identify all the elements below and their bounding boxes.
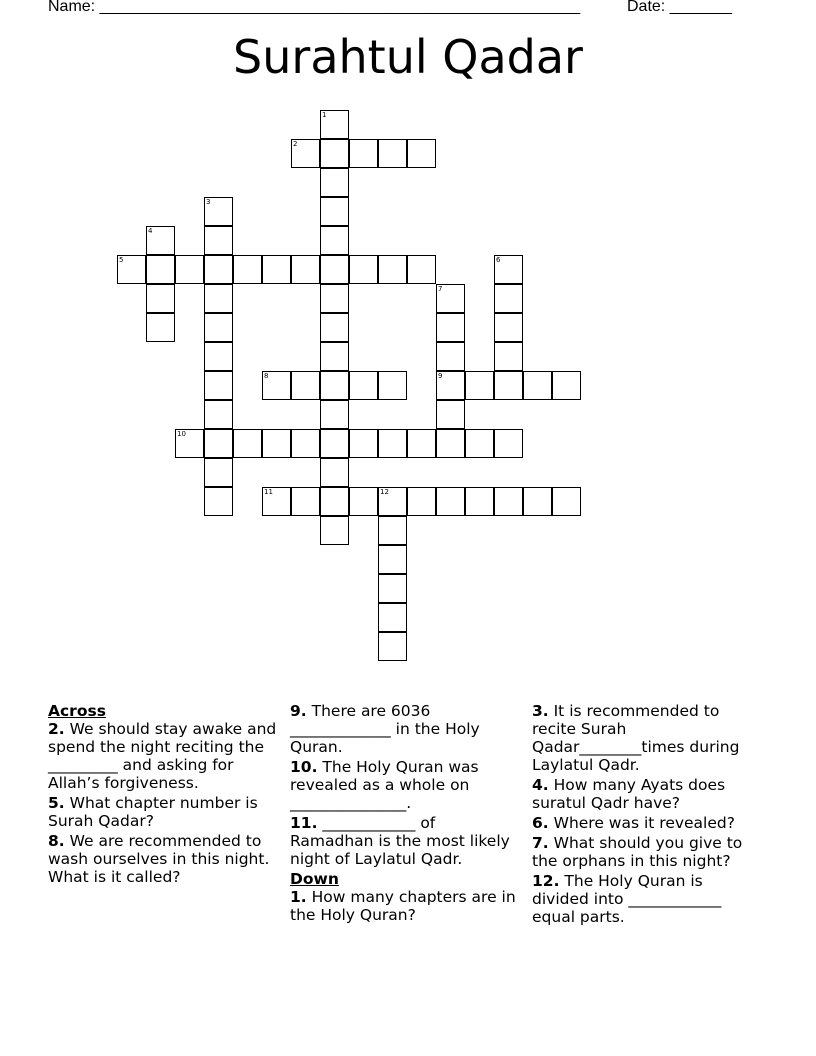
clue-number-label: 11. — [290, 814, 318, 832]
grid-cell[interactable] — [320, 168, 349, 197]
grid-cell[interactable] — [175, 429, 204, 458]
clue-number: 1 — [322, 111, 327, 119]
grid-cell[interactable] — [465, 487, 494, 516]
grid-cell[interactable] — [378, 139, 407, 168]
section-heading-down: Down — [290, 870, 339, 888]
grid-cell[interactable] — [204, 429, 233, 458]
grid-cell[interactable] — [494, 313, 523, 342]
grid-cell[interactable] — [291, 371, 320, 400]
grid-cell[interactable] — [320, 139, 349, 168]
grid-cell[interactable] — [378, 545, 407, 574]
grid-cell[interactable] — [204, 255, 233, 284]
grid-cell[interactable] — [436, 342, 465, 371]
grid-cell[interactable] — [146, 226, 175, 255]
clue-number-label: 12. — [532, 872, 560, 890]
clue-item — [290, 888, 522, 924]
clue-number: 12 — [380, 488, 389, 496]
grid-cell[interactable] — [117, 255, 146, 284]
grid-cell[interactable] — [407, 139, 436, 168]
grid-cell[interactable] — [378, 429, 407, 458]
grid-cell[interactable] — [378, 516, 407, 545]
clue-text: How many Ayats does suratul Qadr have? — [532, 776, 726, 812]
grid-cell[interactable] — [436, 487, 465, 516]
clue-item — [48, 720, 280, 792]
grid-cell[interactable] — [378, 255, 407, 284]
clue-item — [532, 702, 764, 774]
grid-cell[interactable] — [436, 400, 465, 429]
grid-cell[interactable] — [378, 371, 407, 400]
grid-cell[interactable] — [146, 255, 175, 284]
name-field-line: Name: ______________________________________________________ — [48, 0, 581, 15]
grid-cell[interactable] — [204, 342, 233, 371]
clue-number-label: 3. — [532, 702, 549, 720]
grid-cell[interactable] — [349, 429, 378, 458]
clue-text: How many chapters are in the Holy Quran? — [290, 888, 516, 924]
clue-text: We are recommended to wash ourselves in this night. What is it called? — [48, 832, 270, 886]
clue-text: There are 6036 _____________ in the Holy Quran. — [290, 702, 480, 756]
clue-item — [290, 758, 522, 812]
grid-cell[interactable] — [204, 400, 233, 429]
grid-cell[interactable] — [552, 487, 581, 516]
grid-cell[interactable] — [291, 139, 320, 168]
grid-cell[interactable] — [436, 371, 465, 400]
clue-number: 10 — [177, 430, 186, 438]
grid-cell[interactable] — [204, 458, 233, 487]
grid-cell[interactable] — [552, 371, 581, 400]
grid-cell[interactable] — [320, 255, 349, 284]
grid-cell[interactable] — [407, 255, 436, 284]
clue-column-1 — [48, 702, 280, 888]
grid-cell[interactable] — [494, 429, 523, 458]
clue-number: 4 — [148, 227, 153, 235]
grid-cell[interactable] — [320, 313, 349, 342]
clue-item — [48, 794, 280, 830]
grid-cell[interactable] — [204, 371, 233, 400]
grid-cell[interactable] — [146, 284, 175, 313]
grid-cell[interactable] — [494, 255, 523, 284]
grid-cell[interactable] — [465, 429, 494, 458]
grid-cell[interactable] — [233, 255, 262, 284]
grid-cell[interactable] — [204, 487, 233, 516]
grid-cell[interactable] — [291, 429, 320, 458]
grid-cell[interactable] — [146, 313, 175, 342]
grid-cell[interactable] — [204, 313, 233, 342]
clue-number: 11 — [264, 488, 273, 496]
clue-text: What chapter number is Surah Qadar? — [48, 794, 258, 830]
grid-cell[interactable] — [262, 255, 291, 284]
grid-cell[interactable] — [494, 342, 523, 371]
clue-item — [48, 832, 280, 886]
grid-cell[interactable] — [523, 371, 552, 400]
grid-cell[interactable] — [320, 516, 349, 545]
grid-cell[interactable] — [407, 487, 436, 516]
clue-number-label: 6. — [532, 814, 549, 832]
clue-number: 2 — [293, 140, 298, 148]
grid-cell[interactable] — [494, 487, 523, 516]
grid-cell[interactable] — [320, 197, 349, 226]
grid-cell[interactable] — [320, 400, 349, 429]
grid-cell[interactable] — [320, 110, 349, 139]
clue-number: 5 — [119, 256, 124, 264]
grid-cell[interactable] — [262, 487, 291, 516]
clue-text: We should stay awake and spend the night reciting the _________ and asking for Allah’s forgiveness. — [48, 720, 277, 792]
clue-column-2 — [290, 702, 522, 926]
clue-text: The Holy Quran is divided into ____________ equal parts. — [532, 872, 722, 926]
grid-cell[interactable] — [320, 487, 349, 516]
grid-cell[interactable] — [436, 284, 465, 313]
grid-cell[interactable] — [204, 284, 233, 313]
grid-cell[interactable] — [407, 429, 436, 458]
puzzle-title: Surahtul Qadar — [233, 30, 583, 84]
clue-number-label: 9. — [290, 702, 307, 720]
grid-cell[interactable] — [320, 371, 349, 400]
clue-column-3 — [532, 702, 764, 928]
grid-cell[interactable] — [349, 487, 378, 516]
clue-text: It is recommended to recite Surah Qadar________times during Laylatul Qadr. — [532, 702, 740, 774]
clue-item — [532, 776, 764, 812]
section-heading-across: Across — [48, 702, 106, 720]
grid-cell[interactable] — [349, 255, 378, 284]
grid-cell[interactable] — [320, 458, 349, 487]
clue-number: 9 — [438, 372, 443, 380]
grid-cell[interactable] — [320, 284, 349, 313]
clue-text: What should you give to the orphans in this night? — [532, 834, 743, 870]
grid-cell[interactable] — [436, 313, 465, 342]
clue-number: 6 — [496, 256, 501, 264]
grid-cell[interactable] — [233, 429, 262, 458]
clue-number: 7 — [438, 285, 443, 293]
clue-number-label: 5. — [48, 794, 65, 812]
clue-number: 8 — [264, 372, 269, 380]
grid-cell[interactable] — [494, 284, 523, 313]
grid-cell[interactable] — [291, 487, 320, 516]
grid-cell[interactable] — [320, 429, 349, 458]
clue-text: ____________ of Ramadhan is the most likely night of Laylatul Qadr. — [290, 814, 510, 868]
clue-text: Where was it revealed? — [548, 814, 735, 832]
grid-cell[interactable] — [291, 255, 320, 284]
clue-number-label: 4. — [532, 776, 549, 794]
grid-cell[interactable] — [465, 371, 494, 400]
grid-cell[interactable] — [494, 371, 523, 400]
grid-cell[interactable] — [378, 487, 407, 516]
clue-number-label: 8. — [48, 832, 65, 850]
grid-cell[interactable] — [175, 255, 204, 284]
grid-cell[interactable] — [378, 574, 407, 603]
grid-cell[interactable] — [378, 632, 407, 661]
grid-cell[interactable] — [204, 197, 233, 226]
clue-number-label: 1. — [290, 888, 307, 906]
grid-cell[interactable] — [262, 371, 291, 400]
grid-cell[interactable] — [349, 139, 378, 168]
grid-cell[interactable] — [320, 226, 349, 255]
grid-cell[interactable] — [378, 603, 407, 632]
clue-number-label: 7. — [532, 834, 549, 852]
grid-cell[interactable] — [204, 226, 233, 255]
clue-item — [290, 702, 522, 756]
clue-text: The Holy Quran was revealed as a whole on _______________. — [290, 758, 479, 812]
grid-cell[interactable] — [262, 429, 291, 458]
grid-cell[interactable] — [523, 487, 552, 516]
clue-item — [532, 814, 764, 832]
clue-number: 3 — [206, 198, 211, 206]
grid-cell[interactable] — [436, 429, 465, 458]
clue-number-label: 2. — [48, 720, 65, 738]
clue-number-label: 10. — [290, 758, 318, 776]
date-field-line: Date: _______ — [627, 0, 732, 15]
clue-item — [290, 814, 522, 868]
grid-cell[interactable] — [320, 342, 349, 371]
grid-cell[interactable] — [349, 371, 378, 400]
clue-item — [532, 834, 764, 870]
clue-item — [532, 872, 764, 926]
